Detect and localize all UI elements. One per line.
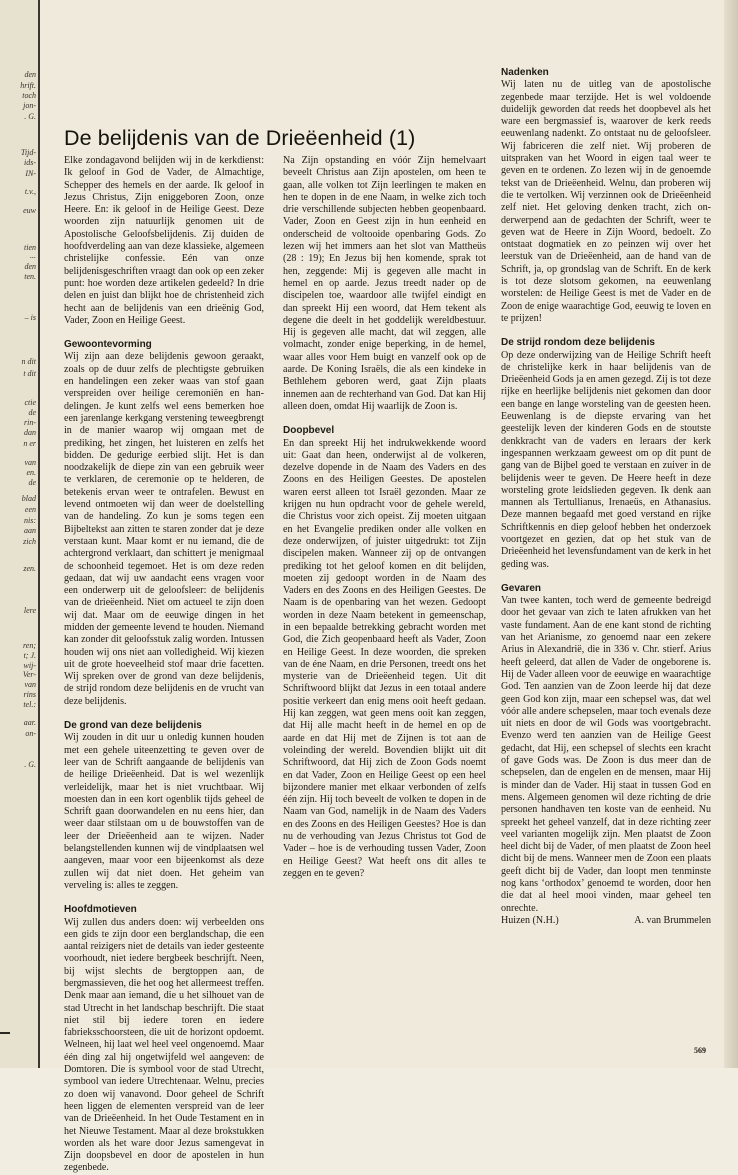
gutter-fragment: ren; bbox=[22, 641, 36, 650]
intro-paragraph: Elke zondagavond belijden wij in de kerkdienst: Ik geloof in God de Vader, de Almachtige, Schepper des hemels en der aarde. Ik geloof in Jezus Christus, Zijn eniggeboren Zoon, onze Heere. En: ik geloof in de Heilige Geest. Deze woorden zijn natuurlijk genomen uit de Apostolische Geloofsbelijdenis. Zij duiden de hoofdverdeling aan van deze klassieke, algemeen christelijke confessie. Eén van onze belijdenisgeschriften vraagt dan ook op een zeker punt: hoe worden deze artikelen gedeeld? In drie delen en juist dan blijkt hoe de christenheid zich hecht aan de belijdenis van een drieënig God, Vader, Zoon en Heilige Geest. bbox=[64, 155, 264, 326]
gutter-fragment: een bbox=[24, 505, 36, 514]
section-text: Van twee kanten, toch werd de gemeente bedreigd door het gevaar van zich te laten afrukken van het vaste fundament. Aan de ene kant stond de richting van het Arianisme, zo genoemd naar een zekere Arius in Alexandrië, die in 336 v. Chr. stierf. Arius heeft geleerd, dat allen de Vader de ongeborene is. Hij de Vader alleen voor de eeuwige en waarachtige God. Ten aanzien van de Zoon leerde hij dat deze geen God kon zijn, maar een schepsel was, dat wel vóór alle andere schepselen, maar toch evenals deze uit niets en door de wil Gods was voortgebracht. Evenzo werd ten aanzien van de Heilige Geest gedacht, dat Hij, een schepsel of slechts een kracht of gave Gods was. De Zoon is dus meer dan de schepselen, dan de engelen en de mensen, maar Hij is minder dan de Vader. Hij staat in tussen God en mens. Algemeen genomen wil deze richting de drie personen handhaven ten koste van de eenheid. Nu spreekt het geheel vanzelf, dat in deze richting zeer veel varianten mogelijk zijn. Men plaatst de Zoon heel dicht bij de Vader, of men plaatst de Zoon heel dicht bij de mens. Wanneer men de Zoon een plaats geeft dicht bij de Vader, dan loopt men tenminste nog kans ‘orthodox’ genoemd te worden, door hen die dat al heel mooi vinden, maar geheel ten onrechte. bbox=[501, 595, 711, 914]
gutter-fragment: zich bbox=[23, 537, 36, 546]
gutter-fragment: rin- bbox=[24, 418, 36, 427]
gutter-fragment: van bbox=[24, 458, 36, 467]
gutter-fragment: t.v., bbox=[24, 187, 36, 196]
section-heading: Gewoontevorming bbox=[64, 339, 152, 351]
gutter-fragment: tien bbox=[24, 243, 36, 252]
gutter-fragment: Ver- bbox=[22, 670, 36, 679]
section-heading: Doopbevel bbox=[283, 425, 335, 437]
gutter-fragment: lere bbox=[23, 606, 36, 615]
gutter-fragment: den bbox=[24, 70, 36, 79]
adjacent-page-gutter bbox=[0, 0, 40, 1068]
gutter-fragment: ... bbox=[30, 251, 36, 260]
gutter-fragment: t; J. bbox=[23, 651, 36, 660]
gutter-fragment: de bbox=[28, 478, 36, 487]
section-heading: De strijd rondom deze belijdenis bbox=[501, 337, 655, 349]
page-number: 569 bbox=[694, 1046, 706, 1055]
gutter-fragment: n dit bbox=[21, 357, 36, 366]
gutter-fragment: ten. bbox=[24, 272, 36, 281]
gutter-fragment: jon- bbox=[23, 101, 36, 110]
gutter-fragment: den bbox=[24, 262, 36, 271]
gutter-fragment: en. bbox=[26, 468, 36, 477]
gutter-fragment: IN- bbox=[25, 169, 36, 178]
gutter-fragment: nis: bbox=[24, 516, 36, 525]
article-title: De belijdenis van de Drieëenheid (1) bbox=[64, 126, 416, 150]
gutter-fragment: de bbox=[28, 408, 36, 417]
gutter-fragment: t dit bbox=[23, 369, 36, 378]
gutter-fragment: ctie bbox=[24, 398, 36, 407]
gutter-fragment: Tijd- bbox=[20, 148, 36, 157]
column-3 bbox=[501, 67, 711, 1042]
gutter-fragment: aar. bbox=[23, 718, 36, 727]
gutter-fragment: tel.: bbox=[23, 700, 36, 709]
section-heading: Gevaren bbox=[501, 582, 542, 594]
column-2 bbox=[283, 155, 486, 1025]
signature-place: Huizen (N.H.) bbox=[501, 914, 559, 926]
gutter-fragment: . G. bbox=[24, 112, 36, 121]
gutter-fragment: zen. bbox=[23, 564, 36, 573]
gutter-fragment: rins bbox=[23, 690, 36, 699]
gutter-fragment: wij- bbox=[23, 661, 36, 670]
gutter-fragment: on- bbox=[25, 729, 36, 738]
section-text: Op deze onderwijzing van de Heilige Schrift heeft de christelijke kerk in haar belijdenis van de Drieëenheid Gods ja en amen gezegd. Zij is tot deze rijke en heerlijke belijdenis niet gekomen dan door een bange en lange worsteling van de geesten heen. Eeuwenlang is de diepste ervaring van het geestelijk leven der kinderen Gods en de stoutste denkkracht van de vaders en leraars der kerk ingespannen werkzaam geweest om op dit punt de gang van de Bijbel goed te verstaan en zuiver in de belijdenis weer te geven. De Heere heeft in deze worsteling grote leidslieden gegeven. Ik denk aan mannen als Tertullianus, Irenaeüs, en Athanasius. Deze mannen begaafd met goed verstand en rijke Schriftkennis en diep geloof hebben het onderzoek voortgezet en gezien, dat op het stuk van de Drieëenheid het levensfundament van de kerk in het geding was. bbox=[501, 349, 711, 570]
gutter-fragment: dan bbox=[24, 428, 36, 437]
gutter-fragment: n er bbox=[23, 439, 36, 448]
signature-author: A. van Brummelen bbox=[634, 914, 711, 926]
gutter-fragment: blad bbox=[21, 494, 36, 503]
signature-line bbox=[501, 915, 711, 927]
gutter-fragment: toch bbox=[22, 91, 36, 100]
section-text: Wij zouden in dit uur u onledig kunnen houden met een gehele uiteenzetting te geven over de leer van de Schrift aangaande de belijdenis van de heilige Drieëenheid. Dat is wel wezenlijk verleidelijk, maar het is niet vruchtbaar. Wij moesten dan in een kort ogenblik tijds geheel de Schrift gaan doorwandelen en nu eens hier, dan weer daar stilstaan om u de bouwstoffen van de leer der Drieëenheid aan te wijzen. Nader belangstellenden kunnen wij de vindplaatsen wel aangeven, maar voor een bijeenkomst als deze zullen wij dat niet doen. Het geheim van verveling is: alles te zeggen. bbox=[64, 732, 264, 891]
section-heading: De grond van deze belijdenis bbox=[64, 720, 202, 732]
page-edge bbox=[724, 0, 738, 1068]
column-1 bbox=[64, 155, 264, 1174]
section-text: Wij laten nu de uitleg van de apostolische zegenbede maar terzijde. Het is wel voldoende duidelijk geworden dat reeds het doopbevel als het ware een bergmassief is, waarover de kerk reeds eeuwenlang nadenkt. Zo ontstaat nu de geloofsleer. Wij fabriceren die zelf niet. Wij proberen de uitspraken van het Woord in eigen taal weer te geven en te ordenen. Zo lezen wij in de genoemde tekst van de Drieëenheid. Welnu, dan proberen wij die te vertolken. Wij verzinnen ook de Drieëenheid zelf niet. Het geloving denken tracht, zich onderwerpend aan de gedachten der Schrift, weer te geven wat de Heere in Zijn Woord, bedoelt. Zo ontstaat dogmatiek en zo peinzen wij over het leerstuk van de Drieëenheid, aan de hand van de Schrift, ja, op grondslag van de Schrift. En de kerk is tot deze slotsom gekomen, na eeuwenlang worstelen: de Heilige Geest is met de Vader en de Zoon de enige waarachtige God, eeuwig te loven en te prijzen! bbox=[501, 79, 711, 324]
gutter-fragment: . G. bbox=[24, 760, 36, 769]
gutter-fragment: hrift. bbox=[20, 81, 36, 90]
gutter-fragment: aan bbox=[24, 526, 36, 535]
section-text: Wij zijn aan deze belijdenis gewoon geraakt, zoals op de duur zelfs de plechtigste gebruiken en handelingen een zeker waas van stof gaan verspreiden over heilige ceremoniën en handelingen. Je kunt zelfs wel eens bemerken hoe een jarenlange kerkgang verstening teweegbrengt in de manier waarop wij omgaan met de prediking, het zingen, het luisteren en zelfs het bidden. De gedurige eerbied slijt. Het is dan noodzakelijk de diepe zin van een gebruik weer te verklaren, de ceremonie op te helderen, de betekenis ervan weer te ontrafelen. Bewust en levend ontmoeten wij dan weer de doelstelling van de handeling. Zo kun je soms tegen een Bijbeltekst aan zitten te staren zonder dat je deze verstaan kunt. Maar komt er nu iemand, die de achtergrond verklaart, dan schittert je menigmaal de schoonheid tegemoet. Het is om deze reden gedaan, dat wij uw aandacht eens vragen voor een onderwerp uit de geloofsleer: de belijdenis van de drieëenheid. Niet om actueel te zijn doen wij dat. Maar om de eeuwige dingen in het midden der gemeente levend te houden. Niemand kan zonder dit geloofsstuk zalig worden. Intussen houden wij ons niet aan volledigheid. Wij kiezen uit de grote hoeveelheid stof maar drie facetten. Wij spreken over de grond van deze belijdenis, de strijd rondom deze belijdenis en de vrucht van deze belijdenis. bbox=[64, 351, 264, 707]
gutter-fragment: euw bbox=[23, 206, 36, 215]
gutter-fragment: ids- bbox=[24, 158, 36, 167]
section-heading: Hoofdmotieven bbox=[64, 904, 137, 916]
gutter-fragment: – is bbox=[24, 313, 36, 322]
section-text: Na Zijn opstanding en vóór Zijn hemelvaart beveelt Christus aan Zijn apostelen, om heen te gaan, alle volken tot Zijn leerlingen te maken en hen te dopen in de ene Naam, in welke zich toch drie verschillende subjecten hebben geopenbaard. Vader, Zoon en Geest zijn in hun eenheid en onderscheid de voltooide openbaring Gods. Zo lezen wij het immers aan het slot van Mattheüs (28 : 19); En Jezus bij hen komende, sprak tot hen, zeggende: Mij is gegeven alle macht in hemel en op aarde. Jezus treedt nader op de discipelen toe, waardoor alle twijfel eindigt en dan spreekt Hij een woord, dat Hem tekent als degene die deelt in het goddelijk wereldbestuur. Hij is gegeven alle macht, dat wil zeggen, alle volmacht, zonder enige beperking, in de hemel, waar alles voor Hem buigt en vanzelf ook op de aarde. De Koning Israëls, die als een kindeke in Bethlehem geboren werd, gaat Zijn plaats innemen aan de rechterhand van God. Dat kan Hij alleen doen, omdat Hij waarlijk de Zoon is. bbox=[283, 155, 486, 412]
section-text: Wij zullen dus anders doen: wij verbeelden ons een gids te zijn door een berglandschap, die een aantal reizigers niet de details van ieder gesteente voorhoudt, niet iedere bergbeek beschrijft. Neen, bij wijst slechts de bergtoppen aan, de bergmassieven, die het oog het allermeest treffen. Denk maar aan iemand, die u het silhouet van de stad Utrecht in het landschap beschrijft. Die staat niet stil bij iedere toren en iedere fabrieksschoorsteen, die uit de horizont opdoemt. Welneen, hij laat wel heel veel ongenoemd. Maar één ding zal hij ongetwijfeld wel aangeven: de Domtoren. Die is symbool voor de stad Utrecht, symbool van iedere Utrechtenaar. Welnu, precies zo doen wij vanavond. Door geheel de Schrift heen liggen de elementen verspreid van de leer van de Drieëenheid. In het Oude Testament en in het Nieuwe Testament. Maar al deze brokstukken worden als het ware door Jezus samengevat in Zijn doopsbevel en door de apostelen in hun zegenbede. bbox=[64, 916, 264, 1174]
section-heading: Nadenken bbox=[501, 67, 549, 78]
section-text: En dan spreekt Hij het indrukwekkende woord uit: Gaat dan heen, onderwijst al de volkeren, dezelve dopende in de Naam des Vaders en des Zoons en des Heiligen Geestes. De apostelen waren eerst alleen tot Israël gezonden. Maar ze krijgen nu hun opdracht voor de gehele wereld, die Christus voor zich opeist. Zij moeten uitgaan en het Evangelie prediken onder alle volken en deze onderwijzen, of juister uitgedrukt: tot Zijn discipelen maken. Wanneer zij op de ontvangen prediking tot het geloof komen en dit belijden, moeten zij gedoopt worden in de Naam des Vaders en des Zoons en des Heiligen Geestes. De Naam is de openbaring van het wezen. Gedoopt worden in deze Naam betekent in gemeenschap, in een bepaalde betrekking gebracht worden met God, die Zich geopenbaard heeft als Vader, Zoon en Heilige Geest. In deze woorden, die spreken van de éne Naam, en drie Personen, treedt ons het mysterie van de Drieëenheid tegen. Uit dit Schriftwoord blijkt dat Jezus in een totaal andere positie verkeert dan enig mens ooit heeft gedaan. Hij kan zeggen, wat geen mens ooit kan zeggen, dat Hij alle macht heeft in de hemel en op de aarde en dat Hij met de Zijnen is tot aan de voleinding der wereld. Bovendien blijkt uit dit Schriftwoord, dat Hij zich de Zoon Gods noemt en dat Vader, Zoon en Heilige Geest op een heel bijzondere manier met elkaar verbonden of zelfs één zijn. Hij toch beveelt de volken te dopen in de Naam van God, namelijk in de Naam des Vaders en des Zoons en des Heiligen Geestes? Hoe is dan nu de verhouding van Jezus Christus tot God de Vader – hoe is de verhouding tussen Vader, Zoon en Heilige Geest? Wat heeft ons dit alles te zeggen en te geven? bbox=[283, 437, 486, 879]
gutter-fragment: van bbox=[24, 680, 36, 689]
gutter-rule bbox=[0, 1032, 10, 1034]
